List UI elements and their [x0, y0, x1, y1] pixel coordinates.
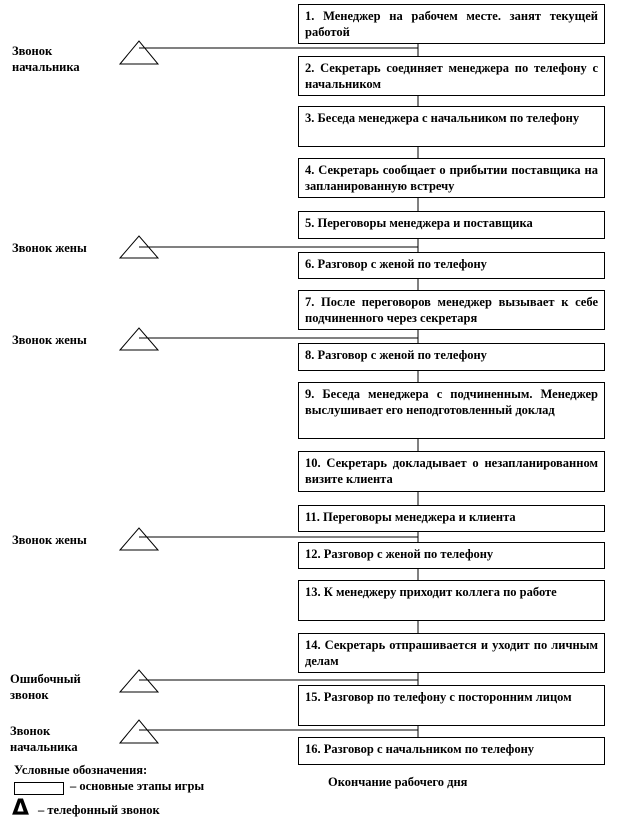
- stage-box-9: 9. Беседа менеджера с подчиненным. Менеджер выслушивает его неподготовленный доклад: [298, 382, 605, 439]
- stage-box-15: 15. Разговор по телефону с посторонним лицом: [298, 685, 605, 726]
- phone-call-triangle: [120, 670, 158, 692]
- legend-title: Условные обозначения:: [14, 763, 148, 777]
- legend-stage-box-text: – основные этапы игры: [70, 779, 205, 793]
- call-label-boss: Звонок начальника: [10, 724, 78, 754]
- stage-box-5: 5. Переговоры менеджера и поставщика: [298, 211, 605, 239]
- call-label-boss: Звонок начальника: [12, 44, 80, 74]
- stage-box-14: 14. Секретарь отпрашивается и уходит по личным делам: [298, 633, 605, 673]
- stage-box-16: 16. Разговор с начальником по телефону: [298, 737, 605, 765]
- call-label-wife: Звонок жены: [12, 241, 87, 255]
- call-label-wife: Звонок жены: [12, 533, 87, 547]
- phone-call-triangle: [120, 41, 158, 64]
- phone-call-triangle: [120, 720, 158, 743]
- stage-box-2: 2. Секретарь соединяет менеджера по телефону с начальником: [298, 56, 605, 96]
- stage-box-10: 10. Секретарь докладывает о незапланированном визите клиента: [298, 451, 605, 492]
- stage-box-7: 7. После переговоров менеджер вызывает к себе подчиненного через секретаря: [298, 290, 605, 330]
- phone-call-triangle: [120, 528, 158, 550]
- stage-box-13: 13. К менеджеру приходит коллега по работе: [298, 580, 605, 621]
- call-label-wrong-number: Ошибочный звонок: [10, 672, 81, 702]
- phone-call-triangle: [120, 328, 158, 350]
- stage-box-11: 11. Переговоры менеджера и клиента: [298, 505, 605, 532]
- legend-triangle-text: – телефонный звонок: [38, 803, 160, 817]
- call-label-wife: Звонок жены: [12, 333, 87, 347]
- legend-stage-box-sample: [14, 782, 64, 795]
- stage-box-8: 8. Разговор с женой по телефону: [298, 343, 605, 371]
- stage-box-6: 6. Разговор с женой по телефону: [298, 252, 605, 279]
- stage-box-4: 4. Секретарь сообщает о прибытии поставщика на запланированную встречу: [298, 158, 605, 198]
- stage-box-3: 3. Беседа менеджера с начальником по телефону: [298, 106, 605, 147]
- end-of-day-label: Окончание рабочего дня: [328, 775, 468, 789]
- stage-box-1: 1. Менеджер на рабочем месте. занят текущей работой: [298, 4, 605, 44]
- legend-triangle-icon: Δ: [12, 796, 30, 821]
- stage-box-12: 12. Разговор с женой по телефону: [298, 542, 605, 569]
